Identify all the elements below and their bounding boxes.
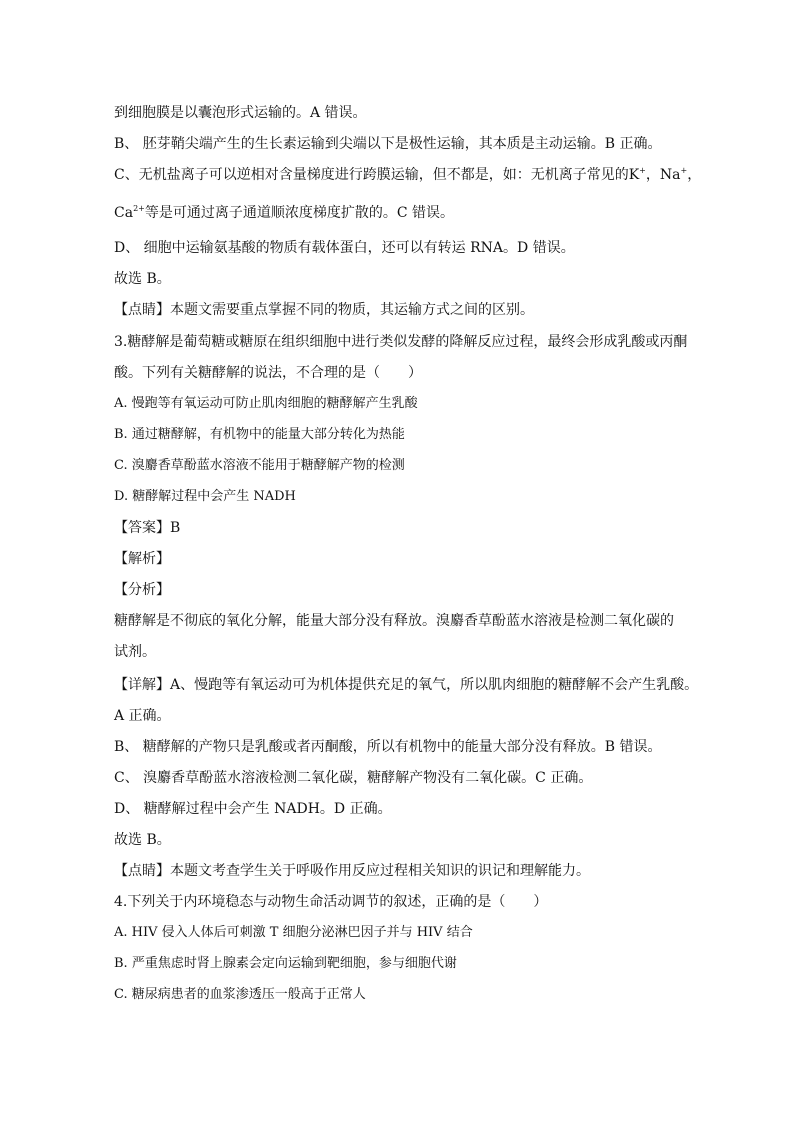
text-line: C、 溴麝香草酚蓝水溶液检测二氧化碳，糖酵解产物没有二氧化碳。C 正确。 <box>114 770 593 786</box>
option-c: C. 溴麝香草酚蓝水溶液不能用于糖酵解产物的检测 <box>114 458 405 473</box>
section-tag: 【解析】 <box>114 551 170 567</box>
text-line: 到细胞膜是以囊泡形式运输的。A 错误。 <box>114 105 367 121</box>
text-line: B、 糖酵解的产物只是乳酸或者丙酮酸，所以有机物中的能量大部分没有释放。B 错误。 <box>114 739 662 755</box>
dianjing-line: 【点睛】本题文需要重点掌握不同的物质，其运输方式之间的区别。 <box>114 302 534 318</box>
text-line: 糖酵解是不彻底的氧化分解，能量大部分没有释放。溴麝香草酚蓝水溶液是检测二氧化碳的 <box>114 613 674 629</box>
text-line: A 正确。 <box>114 708 171 724</box>
question-4-stem: 4.下列关于内环境稳态与动物生命活动调节的叙述，正确的是（ ） <box>114 894 548 910</box>
section-tag: 【点睛】 <box>114 863 170 879</box>
answer-line: 【答案】B <box>114 520 181 536</box>
dianjing-line: 【点睛】本题文考查学生关于呼吸作用反应过程相关知识的识记和理解能力。 <box>114 863 590 879</box>
text-line: 试剂。 <box>114 644 156 660</box>
question-3-stem: 酸。下列有关糖酵解的说法，不合理的是（ ） <box>114 365 422 381</box>
section-tag: 【详解】 <box>114 677 170 693</box>
text-line: D、 细胞中运输氨基酸的物质有载体蛋白，还可以有转运 RNA。D 错误。 <box>114 240 575 256</box>
text-line: D、 糖酵解过程中会产生 NADH。D 正确。 <box>114 801 392 817</box>
option-d: D. 糖酵解过程中会产生 NADH <box>114 489 296 504</box>
question-3-stem: 3.糖酵解是葡萄糖或糖原在组织细胞中进行类似发酵的降解反应过程，最终会形成乳酸或丙酮 <box>114 334 688 350</box>
text-line: 故选 B。 <box>114 832 171 848</box>
option-b: B. 严重焦虑时肾上腺素会定向运输到靶细胞，参与细胞代谢 <box>114 956 457 971</box>
xiangjie-line: 【详解】A、慢跑等有氧运动可为机体提供充足的氧气，所以肌肉细胞的糖酵解不会产生乳酸。 <box>114 677 699 693</box>
jiexi-heading <box>114 550 684 568</box>
option-b: B. 通过糖酵解，有机物中的能量大部分转化为热能 <box>114 427 405 442</box>
text-line: B、 胚芽鞘尖端产生的生长素运输到尖端以下是极性运输，其本质是主动运输。B 正确。 <box>114 136 662 152</box>
text-line: $Ca^{2+}$等是可通过离子通道顺浓度梯度扩散的。C 错误。 <box>114 204 455 221</box>
text-line: 故选 B。 <box>114 271 171 287</box>
text-line: C、无机盐离子可以逆相对含量梯度进行跨膜运输，但不都是，如：无机离子常见的K+，Na+， <box>114 166 702 183</box>
section-tag: 【分析】 <box>114 582 170 598</box>
option-a: A. HIV 侵入人体后可刺激 T 细胞分泌淋巴因子并与 HIV 结合 <box>114 925 473 940</box>
fenxi-heading <box>114 581 684 599</box>
option-c: C. 糖尿病患者的血浆渗透压一般高于正常人 <box>114 987 366 1002</box>
section-tag: 【答案】 <box>114 520 170 536</box>
option-a: A. 慢跑等有氧运动可防止肌肉细胞的糖酵解产生乳酸 <box>114 396 418 411</box>
section-tag: 【点睛】 <box>114 302 170 318</box>
